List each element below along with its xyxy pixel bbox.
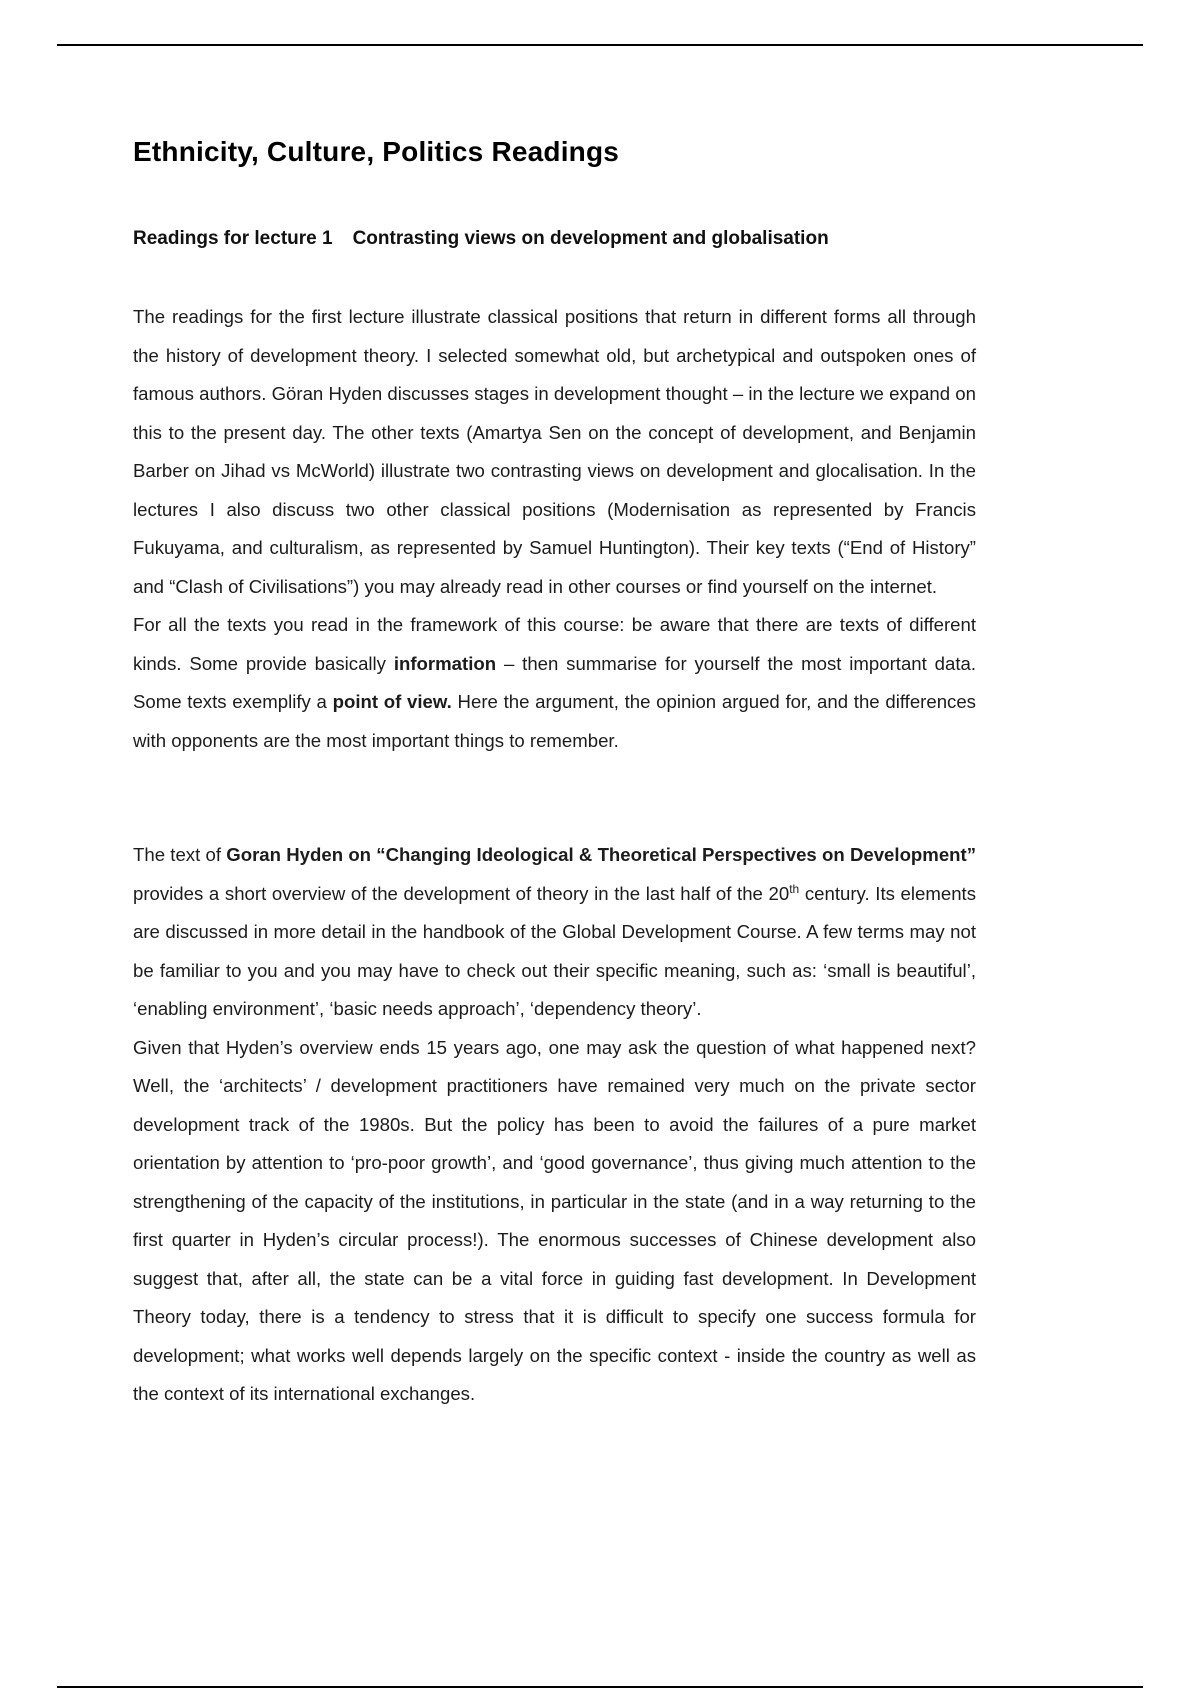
text-run: Goran Hyden on “Changing Ideological & Theoretical Perspectives on Development”	[226, 844, 977, 865]
bottom-rule	[57, 1686, 1143, 1688]
document-title: Ethnicity, Culture, Politics Readings	[133, 136, 620, 167]
text-run: For all the texts you read in the framework of this course: be aware that there are texts of different kinds. Some provide basically	[133, 614, 976, 674]
text-run: Here the argument, the opinion argued for, and the differences with opponents are the most important things to remember.	[133, 691, 976, 751]
document-body	[133, 298, 976, 1414]
text-run: century. Its elements are discussed in more detail in the handbook of the Global Development Course. A few terms may not be familiar to you and you may have to check out their specific meaning, such as: ‘small is beautiful’, ‘enabling environment’, ‘basic needs approach’, ‘dependency theory’.	[133, 882, 976, 1019]
text-run: provides a short overview of the development of theory in the last half of the 20	[133, 882, 790, 904]
section-heading-lecture: Readings for lecture 1	[133, 228, 333, 249]
document-content	[133, 0, 976, 1414]
text-run: – then summarise for yourself the most important data. Some texts exemplify a	[133, 652, 977, 712]
paragraph	[133, 836, 976, 1029]
section-heading-topic: Contrasting views on development and globalisation	[352, 228, 829, 249]
text-run: point of view.	[332, 691, 452, 712]
text-run: th	[789, 881, 800, 896]
text-run: The readings for the first lecture illustrate classical positions that return in different forms all through the history of development theory. I selected somewhat old, but archetypical and outspoken ones of famous authors. Göran Hyden discusses stages in development thought – in the lecture we expand on this to the present day. The other texts (Amartya Sen on the concept of development, and Benjamin Barber on Jihad vs McWorld) illustrate two contrasting views on development and glocalisation. In the lectures I also discuss two other classical positions (Modernisation as represented by Francis Fukuyama, and culturalism, as represented by Samuel Huntington). Their key texts (“End of History” and “Clash of Civilisations”) you may already read in other courses or find yourself on the internet.	[133, 306, 976, 597]
paragraph	[133, 606, 976, 760]
text-run: The text of	[133, 844, 227, 865]
text-run: Given that Hyden’s overview ends 15 years ago, one may ask the question of what happened next? Well, the ‘architects’ / development practitioners have remained very much on the private sector development track of the 1980s. But the policy has been to avoid the failures of a pure market orientation by attention to ‘pro-poor growth’, and ‘good governance’, thus giving much attention to the strengthening of the capacity of the institutions, in particular in the state (and in a way returning to the first quarter in Hyden’s circular process!). The enormous successes of Chinese development also suggest that, after all, the state can be a vital force in guiding fast development. In Development Theory today, there is a tendency to stress that it is difficult to specify one success formula for development; what works well depends largely on the specific context - inside the country as well as the context of its international exchanges.	[133, 1036, 976, 1404]
section-heading	[133, 228, 976, 250]
paragraph	[133, 1029, 976, 1414]
paragraph	[133, 298, 976, 606]
text-run: information	[393, 652, 497, 674]
